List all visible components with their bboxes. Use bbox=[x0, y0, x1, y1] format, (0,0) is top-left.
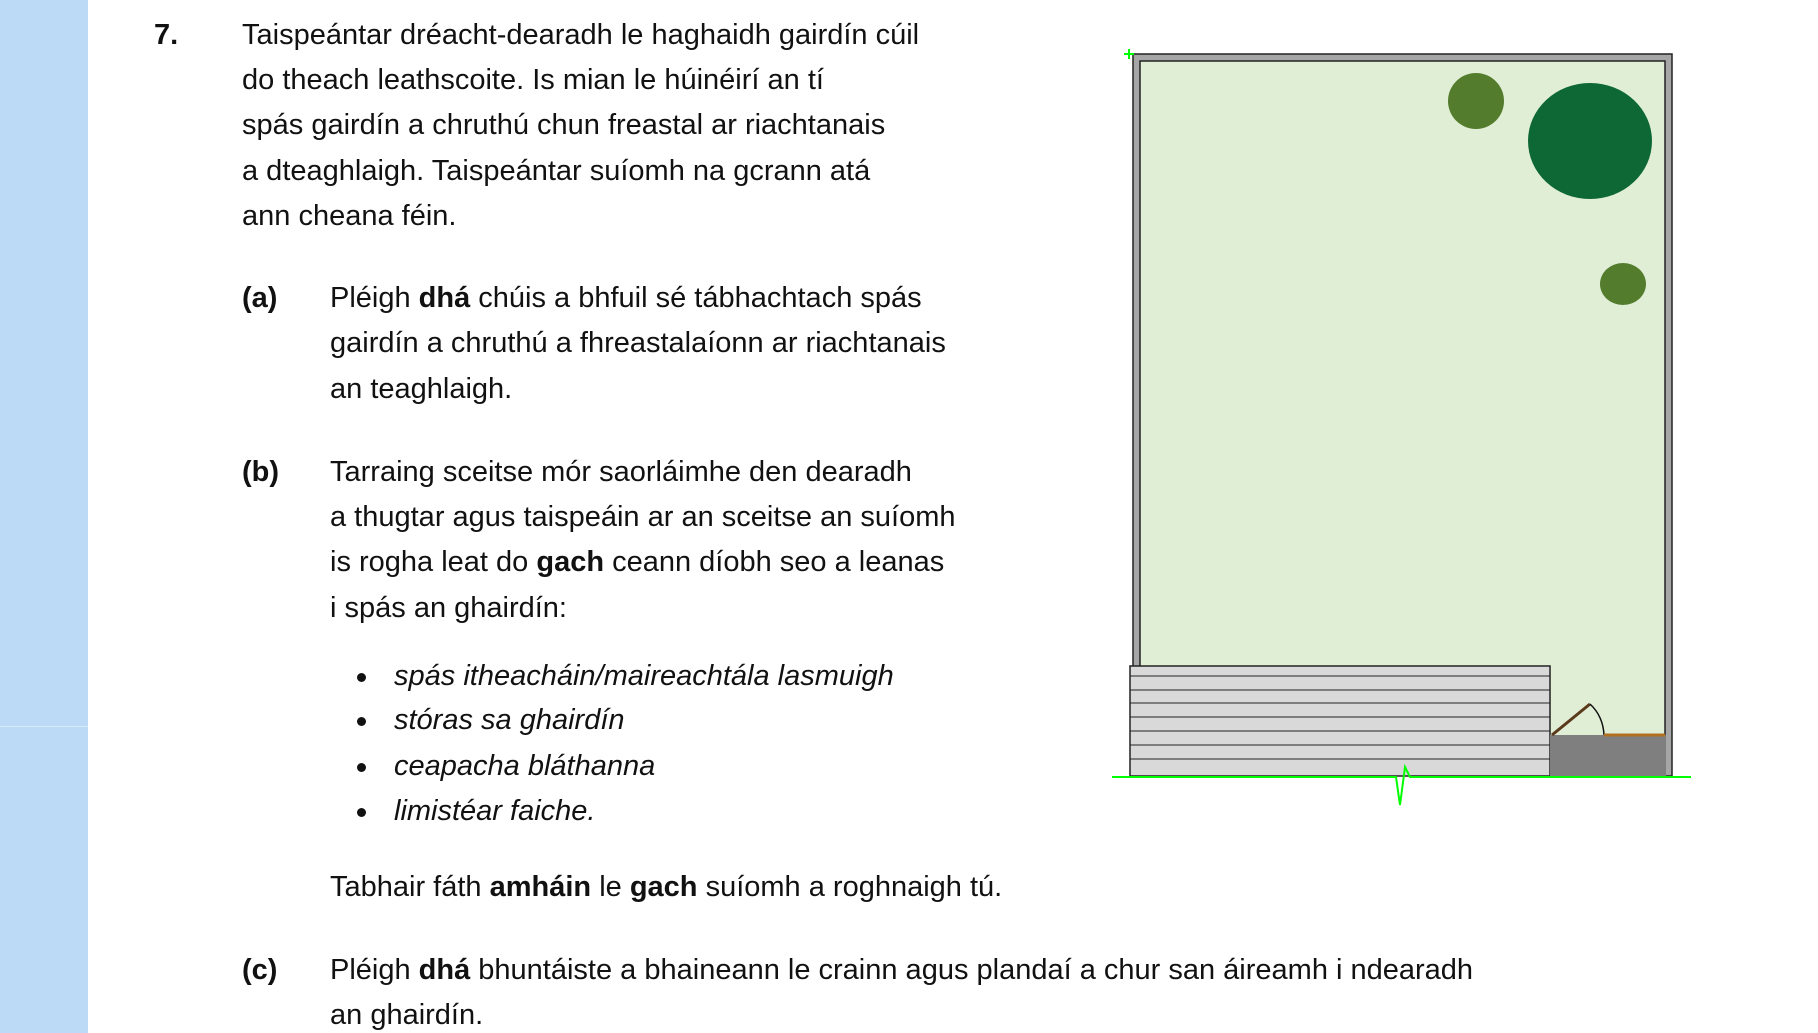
shrub-icon bbox=[1600, 263, 1646, 305]
part-c-line: an ghairdín. bbox=[330, 999, 484, 1031]
tree-large-icon bbox=[1528, 83, 1652, 199]
part-c-line: Pléigh dhá bhuntáiste a bhaineann le crainn agus plandaí a chur san áireamh i ndearadh bbox=[330, 954, 1474, 986]
intro-line: do theach leathscoite. Is mian le húinéirí an tí bbox=[242, 64, 824, 96]
paving bbox=[1550, 735, 1666, 776]
intro-line: Taispeántar dréacht-dearadh le haghaidh gairdín cúil bbox=[242, 19, 920, 51]
bullet-item: spás itheacháin/maireachtála lasmuigh bbox=[394, 660, 894, 692]
part-a-line: Pléigh dhá chúis a bhfuil sé tábhachtach spás bbox=[330, 282, 922, 314]
part-c-label: (c) bbox=[242, 954, 278, 986]
question-number: 7. bbox=[154, 19, 179, 51]
part-a-line: gairdín a chruthú a fhreastalaíonn ar riachtanais bbox=[330, 327, 946, 359]
part-b-line: Tarraing sceitse mór saorláimhe den dearadh bbox=[330, 456, 912, 488]
part-b-line: a thugtar agus taispeáin ar an sceitse an suíomh bbox=[330, 501, 956, 533]
part-b-reason: Tabhair fáth amháin le gach suíomh a roghnaigh tú. bbox=[330, 871, 1003, 903]
part-a-line: an teaghlaigh. bbox=[330, 373, 513, 405]
part-a-label: (a) bbox=[242, 282, 278, 314]
part-b-label: (b) bbox=[242, 456, 280, 488]
decking bbox=[1130, 666, 1550, 776]
bullet-item: ceapacha bláthanna bbox=[394, 750, 656, 782]
bullet-item: limistéar faiche. bbox=[394, 795, 596, 827]
part-b-line: i spás an ghairdín: bbox=[330, 592, 567, 624]
tree-small-icon bbox=[1448, 73, 1504, 129]
bullet-item: stóras sa ghairdín bbox=[394, 704, 625, 736]
intro-line: spás gairdín a chruthú chun freastal ar riachtanais bbox=[242, 109, 886, 141]
intro-line: ann cheana féin. bbox=[242, 200, 457, 232]
intro-line: a dteaghlaigh. Taispeántar suíomh na gcrann atá bbox=[242, 155, 871, 187]
part-b-line: is rogha leat do gach ceann díobh seo a leanas bbox=[330, 546, 945, 578]
